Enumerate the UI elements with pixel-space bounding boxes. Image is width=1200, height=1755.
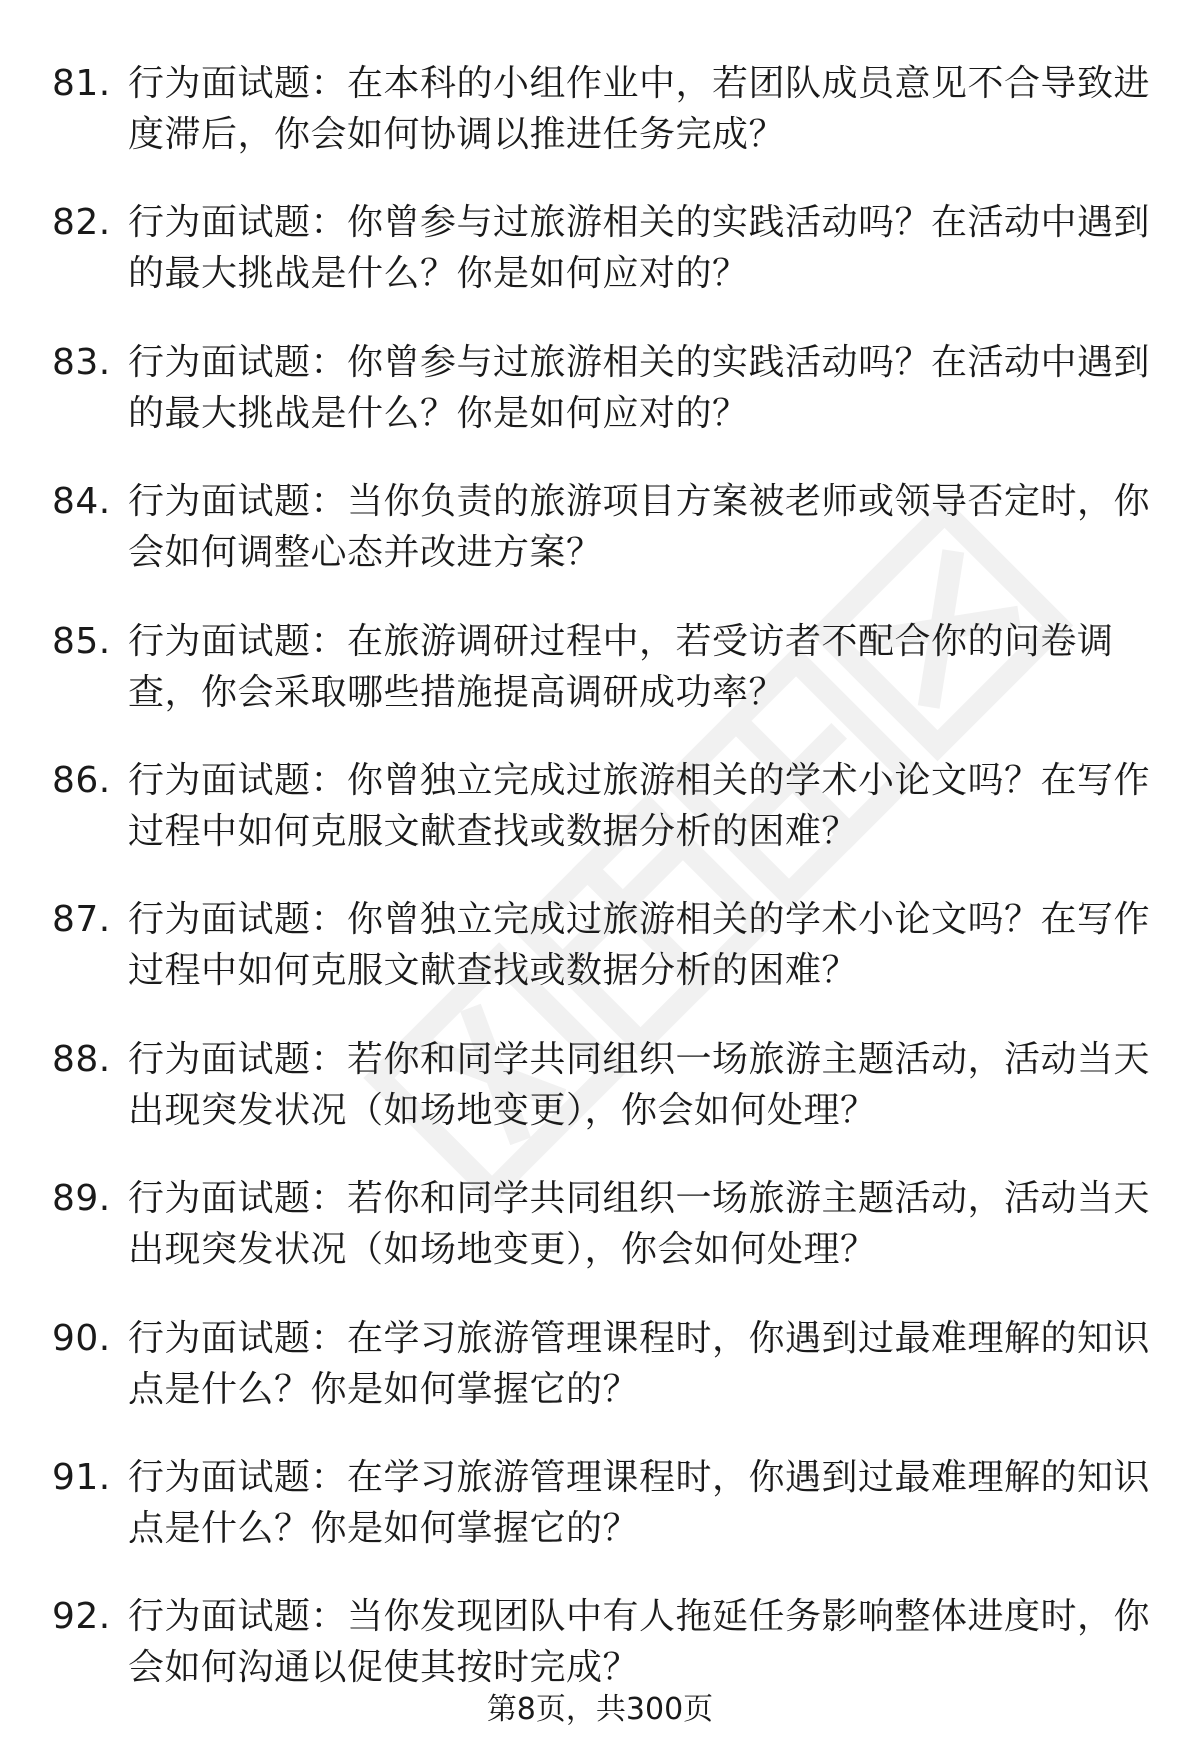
question-item-85 [52, 616, 1152, 718]
question-item-81 [52, 58, 1152, 160]
question-item-82 [52, 197, 1152, 299]
question-text: 行为面试题：若你和同学共同组织一场旅游主题活动，活动当天出现突发状况（如场地变更），你会如何处理？ [128, 1038, 1151, 1131]
question-number: 91. [52, 1456, 111, 1498]
question-number: 90. [52, 1317, 111, 1359]
question-text: 行为面试题：你曾参与过旅游相关的实践活动吗？在活动中遇到的最大挑战是什么？你是如何应对的？ [128, 341, 1151, 434]
question-item-91 [52, 1452, 1152, 1554]
question-number: 82. [52, 202, 111, 244]
question-text: 行为面试题：你曾独立完成过旅游相关的学术小论文吗？在写作过程中如何克服文献查找或数据分析的困难？ [128, 899, 1151, 992]
question-number: 89. [52, 1178, 111, 1220]
question-number: 83. [52, 341, 111, 383]
question-number: 92. [52, 1596, 111, 1638]
question-text: 行为面试题：在学习旅游管理课程时，你遇到过最难理解的知识点是什么？你是如何掌握它的？ [128, 1317, 1151, 1410]
question-item-92 [52, 1591, 1152, 1693]
question-item-87 [52, 894, 1152, 996]
question-item-83 [52, 337, 1152, 439]
question-text: 行为面试题：当你发现团队中有人拖延任务影响整体进度时，你会如何沟通以促使其按时完成？ [128, 1596, 1151, 1689]
question-item-84 [52, 476, 1152, 578]
question-number: 84. [52, 481, 111, 523]
question-text: 行为面试题：在本科的小组作业中，若团队成员意见不合导致进度滞后，你会如何协调以推进任务完成？ [128, 63, 1151, 155]
question-text: 行为面试题：你曾独立完成过旅游相关的学术小论文吗？在写作过程中如何克服文献查找或数据分析的困难？ [128, 759, 1151, 852]
question-number: 86. [52, 759, 111, 801]
question-text: 行为面试题：你曾参与过旅游相关的实践活动吗？在活动中遇到的最大挑战是什么？你是如何应对的？ [128, 202, 1151, 295]
question-text: 行为面试题：在学习旅游管理课程时，你遇到过最难理解的知识点是什么？你是如何掌握它的？ [128, 1456, 1151, 1549]
question-number: 87. [52, 899, 111, 941]
question-item-89 [52, 1173, 1152, 1275]
question-text: 行为面试题：当你负责的旅游项目方案被老师或领导否定时，你会如何调整心态并改进方案？ [128, 481, 1151, 574]
page-number-footer: 第8页，共300页 [486, 1692, 714, 1727]
question-item-88 [52, 1034, 1152, 1136]
question-text: 行为面试题：若你和同学共同组织一场旅游主题活动，活动当天出现突发状况（如场地变更），你会如何处理？ [128, 1178, 1151, 1271]
question-text: 行为面试题：在旅游调研过程中，若受访者不配合你的问卷调查，你会采取哪些措施提高调研成功率？ [128, 620, 1114, 713]
question-list [52, 58, 1152, 1731]
question-item-90 [52, 1313, 1152, 1415]
question-number: 85. [52, 620, 111, 662]
question-item-86 [52, 755, 1152, 857]
question-number: 88. [52, 1038, 111, 1080]
question-number: 81. [52, 63, 111, 104]
